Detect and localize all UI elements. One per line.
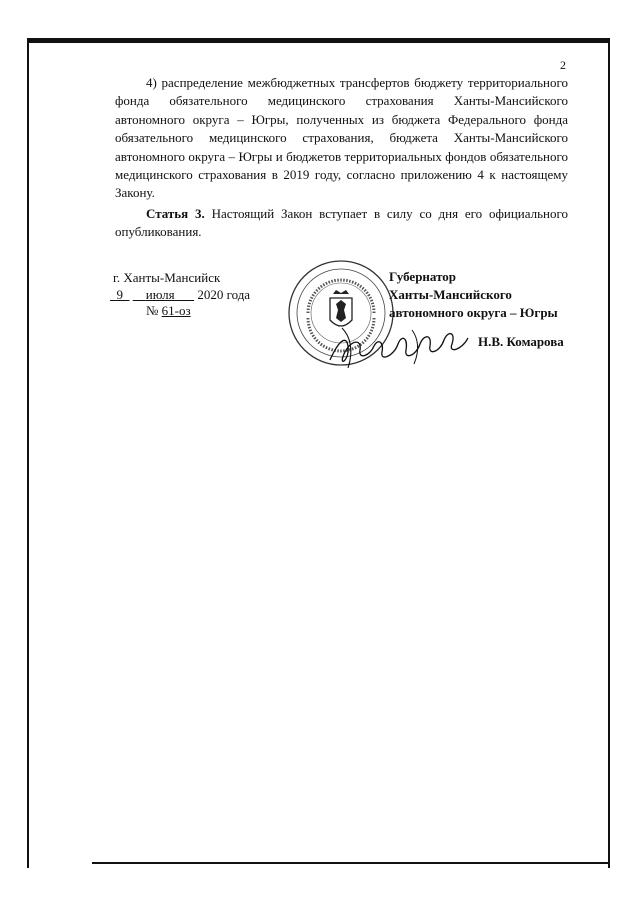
page-border-left: [27, 38, 29, 868]
signature-image: [324, 316, 474, 372]
signing-date: [110, 287, 250, 303]
governor-title: [389, 268, 558, 322]
page-border-top: [28, 38, 610, 43]
page-border-bottom: [92, 862, 610, 864]
article-3-text: Настоящий Закон вступает в силу со дня его официального опубликования.: [115, 206, 569, 240]
page-border-right: [608, 38, 610, 868]
page-number: 2: [560, 58, 566, 72]
article-3-label: Статья 3.: [146, 206, 205, 221]
signing-day: 9: [116, 287, 123, 302]
governor-title-line-1: Губернатор: [389, 269, 457, 284]
governor-title-line-3: автономного округа – Югры: [389, 305, 558, 320]
governor-name: Н.В. Комарова: [478, 334, 564, 349]
signing-month: июля: [145, 287, 175, 302]
signing-year: 2020 года: [197, 287, 251, 302]
signing-place: г. Ханты-Мансийск: [113, 270, 221, 285]
paragraph-article-3: [115, 205, 568, 242]
governor-title-line-2: Ханты-Мансийского: [389, 287, 512, 302]
paragraph-item-4: 4) распределение межбюджетных трансфертов бюджету территориального фонда обязательного медицинского страхования Ханты-Мансийского автономного округа – Югры, полученных из бюджета Федерального фонда обязательного медицинского страхования, бюджета Ханты-Мансийского автономного округа – Югры и бюджетов территориальных фондов обязательного медицинского страхования в 2019 году, согласно приложению 4 к настоящему Закону.: [115, 75, 568, 201]
law-number: № 61-оз: [146, 303, 191, 318]
